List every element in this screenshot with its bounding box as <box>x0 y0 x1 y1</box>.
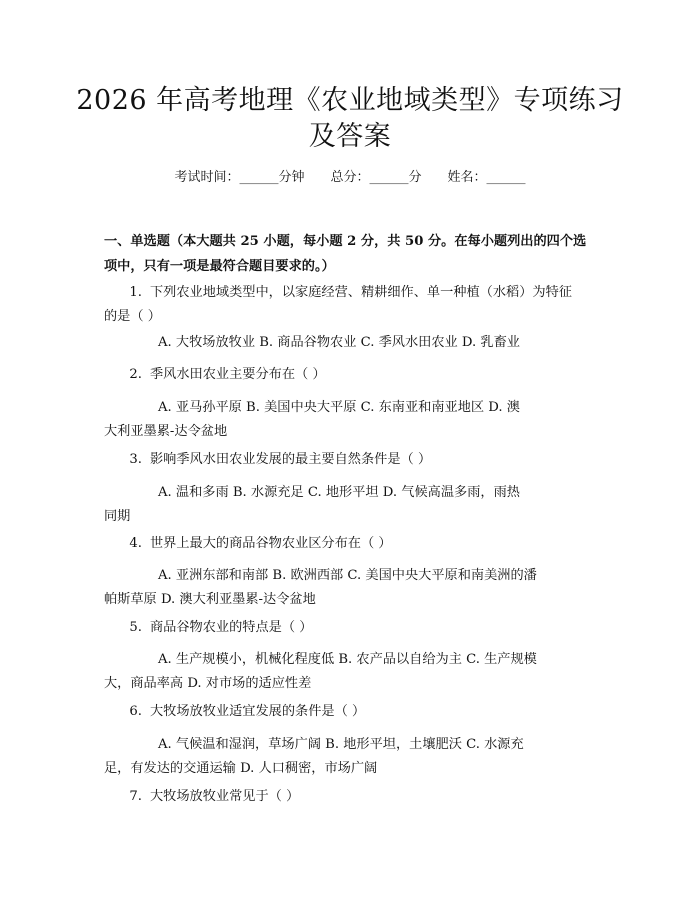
question-4-options <box>104 564 600 612</box>
section-heading <box>104 229 600 279</box>
question-stem-line-1: 季风水田农业主要分布在（ ） <box>150 367 326 382</box>
question-stem-line-1: 大牧场放牧业常见于（ ） <box>150 789 300 804</box>
options-line-1: A. 气候温和湿润，草场广阔 B. 地形平坦，土壤肥沃 C. 水源充 <box>158 737 524 752</box>
question-stem-line-1: 世界上最大的商品谷物农业区分布在（ ） <box>150 536 392 551</box>
exam-time-label: 考试时间：______分钟 <box>174 170 305 185</box>
question-7-stem <box>104 785 600 809</box>
question-number: 1. <box>129 285 142 300</box>
question-6-stem <box>104 700 600 724</box>
question-number: 3. <box>129 452 142 467</box>
question-number: 7. <box>129 789 142 804</box>
section-heading-line-2: 项中，只有一项是最符合题目要求的。） <box>104 259 335 274</box>
question-5-options <box>104 648 600 696</box>
exam-info <box>0 169 700 187</box>
question-4-stem <box>104 532 600 556</box>
question-2-options <box>104 396 600 444</box>
options-line-2: 大利亚墨累-达令盆地 <box>104 424 228 439</box>
options-line-1: A. 亚洲东部和南部 B. 欧洲西部 C. 美国中央大平原和南美洲的潘 <box>158 568 537 583</box>
options-line-1: A. 生产规模小，机械化程度低 B. 农产品以自给为主 C. 生产规模 <box>158 652 537 667</box>
question-stem-line-1: 影响季风水田农业发展的最主要自然条件是（ ） <box>150 452 432 467</box>
question-stem-line-2: 的是（ ） <box>104 309 161 324</box>
question-stem-line-1: 大牧场放牧业适宜发展的条件是（ ） <box>150 704 366 719</box>
student-name-label: 姓名：______ <box>447 170 526 185</box>
question-number: 5. <box>129 620 142 635</box>
question-number: 4. <box>129 536 142 551</box>
options-line-1: A. 大牧场放牧业 B. 商品谷物农业 C. 季风水田农业 D. 乳畜业 <box>158 335 520 350</box>
question-2-stem <box>104 363 600 387</box>
options-line-2: 帕斯草原 D. 澳大利亚墨累-达令盆地 <box>104 592 316 607</box>
document-title-line-1: 2026 年高考地理《农业地域类型》专项练习 <box>76 85 624 116</box>
question-1-options <box>104 331 600 355</box>
question-5-stem <box>104 616 600 640</box>
question-stem-line-1: 下列农业地域类型中，以家庭经营、精耕细作、单一种植（水稻）为特征 <box>150 285 572 300</box>
total-score-label: 总分：______分 <box>330 170 422 185</box>
question-1-stem <box>104 281 600 329</box>
options-line-2: 大，商品率高 D. 对市场的适应性差 <box>104 676 312 691</box>
question-6-options <box>104 733 600 781</box>
options-line-2: 足，有发达的交通运输 D. 人口稠密，市场广阔 <box>104 761 378 776</box>
question-number: 2. <box>129 367 142 382</box>
question-3-options <box>104 481 600 529</box>
document-title-line-2: 及答案 <box>308 121 392 152</box>
question-stem-line-1: 商品谷物农业的特点是（ ） <box>150 620 313 635</box>
options-line-2: 同期 <box>104 509 131 524</box>
section-heading-line-1: 一、单选题（本大题共 25 小题，每小题 2 分，共 50 分。在每小题列出的四个选 <box>104 234 587 249</box>
options-line-1: A. 亚马孙平原 B. 美国中央大平原 C. 东南亚和南亚地区 D. 澳 <box>158 400 520 415</box>
question-number: 6. <box>129 704 142 719</box>
question-3-stem <box>104 448 600 472</box>
options-line-1: A. 温和多雨 B. 水源充足 C. 地形平坦 D. 气候高温多雨，雨热 <box>158 485 520 500</box>
